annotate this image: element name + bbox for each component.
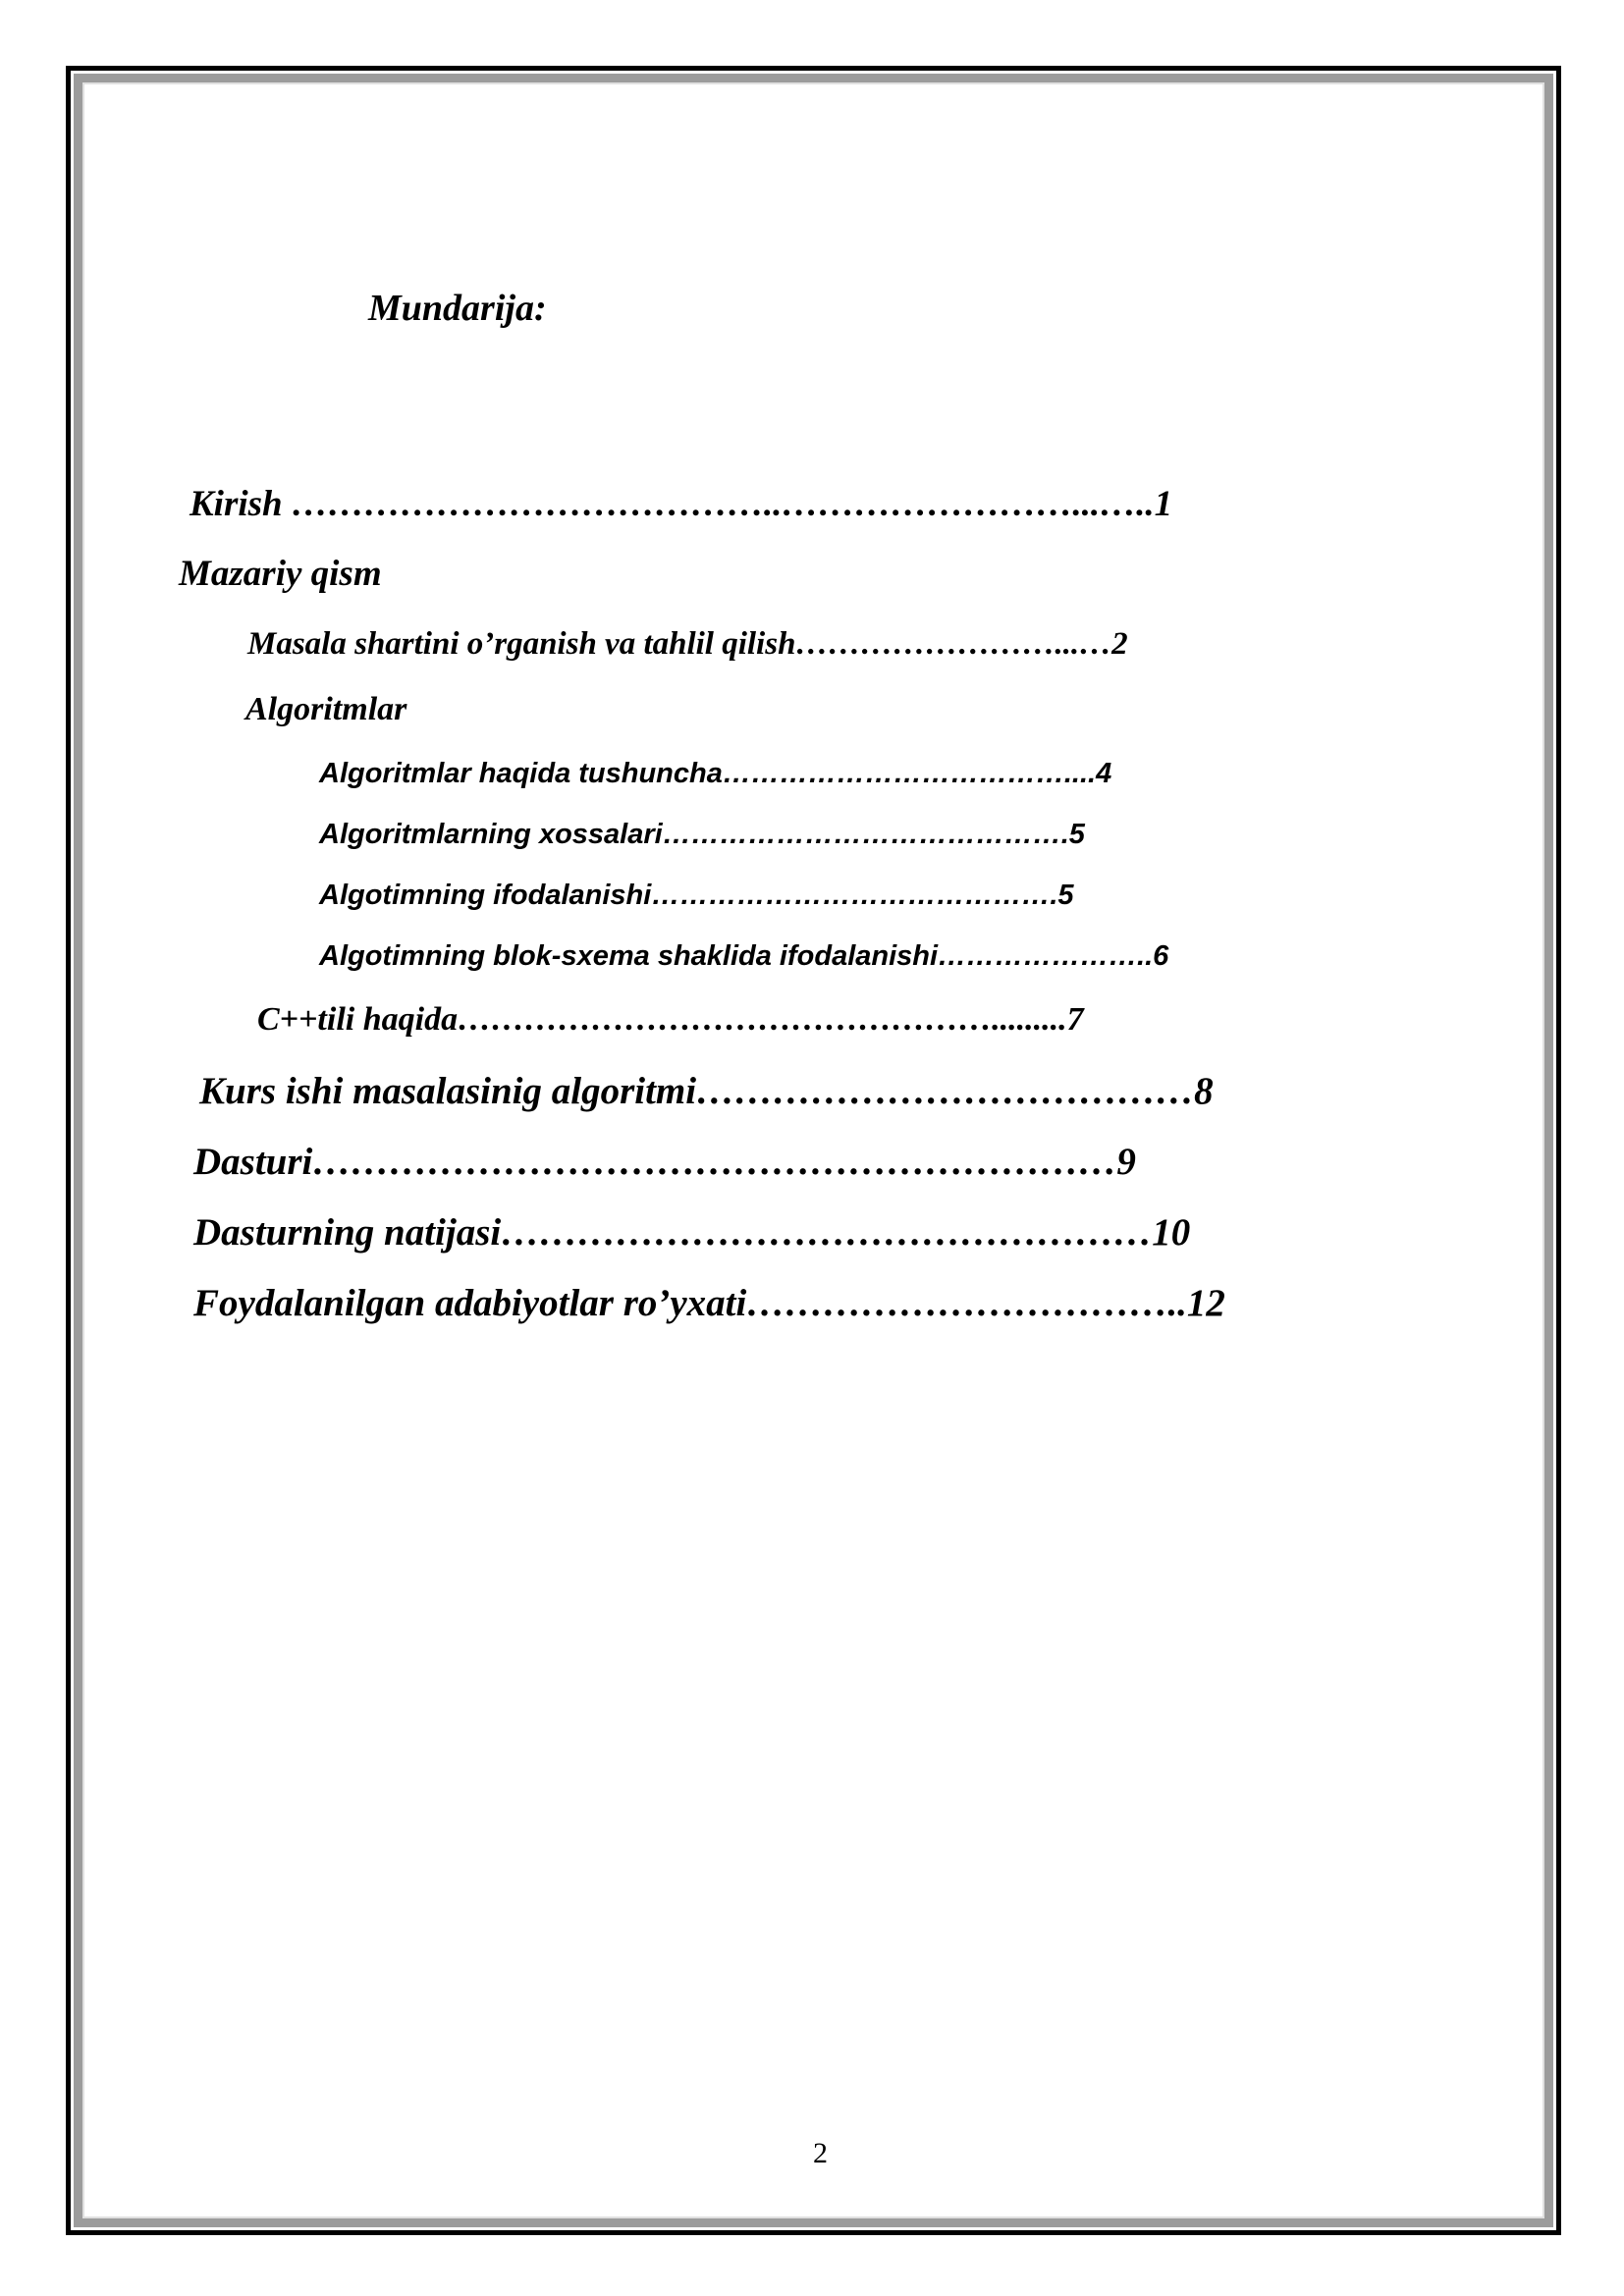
toc-entry-masala-shartini: Masala shartini o’rganish va tahlil qilish……………………...…2 [247, 626, 1128, 662]
toc-entry-dasturning-natijasi: Dasturning natijasi……………………………………………10 [193, 1211, 1191, 1254]
toc-entry-algoritmlar: Algoritmlar [245, 691, 407, 727]
page-title: Mundarija: [368, 288, 547, 329]
toc-entry-algotimning-ifodalanishi: Algotimning ifodalanishi…………………………………….5 [319, 880, 1074, 911]
toc-entry-blok-sxema: Algotimning blok-sxema shaklida ifodalanishi…………………..6 [319, 940, 1169, 972]
toc-entry-nazariy-qism: Mazariy qism [179, 554, 382, 594]
toc-entry-algoritmlarning-xossalari: Algoritmlarning xossalari…………………………………….5 [319, 819, 1085, 850]
toc-entry-kurs-ishi: Kurs ishi masalasinig algoritmi…………………………………8 [199, 1070, 1214, 1112]
toc-entry-dasturi: Dasturi………………………………………………………9 [193, 1141, 1136, 1183]
toc-entry-foydalanilgan-adabiyotlar: Foydalanilgan adabiyotlar ro’yxati……………………………..12 [193, 1282, 1225, 1324]
page-number: 2 [813, 2137, 828, 2169]
toc-entry-algoritmlar-haqida: Algoritmlar haqida tushuncha………………………………....4 [319, 758, 1112, 789]
toc-entry-cpp-tili: C++tili haqida………………………………………….........7 [257, 1001, 1084, 1038]
toc-entry-kirish: Kirish …………………………………..……………………...…..1 [189, 484, 1173, 524]
